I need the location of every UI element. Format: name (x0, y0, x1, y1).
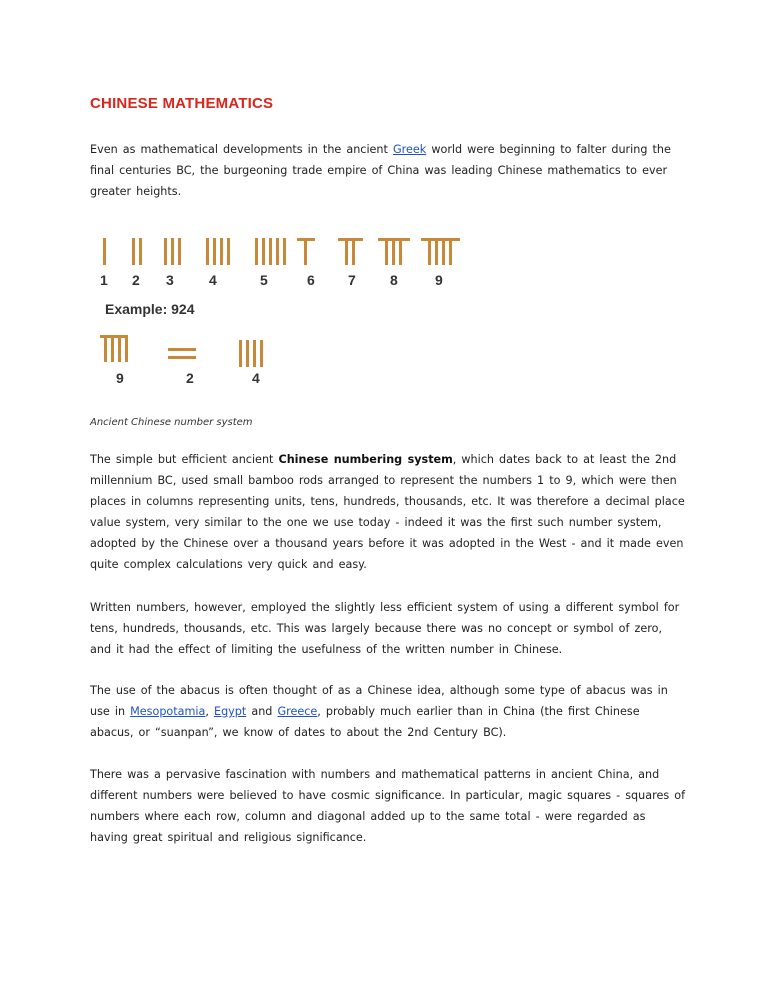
rod-stroke (206, 238, 209, 265)
rod-stroke (269, 238, 272, 265)
rod-stroke (168, 348, 196, 351)
rod-stroke (111, 335, 114, 362)
rod-stroke (104, 335, 107, 362)
p2-bold-term: Chinese numbering system (278, 453, 453, 466)
p2-text-before: The simple but efficient ancient (90, 453, 279, 466)
rod-stroke (435, 238, 438, 265)
rod-stroke (246, 340, 249, 367)
rod-stroke (262, 238, 265, 265)
rod-stroke (345, 238, 348, 265)
numeral-label-1: 1 (100, 272, 108, 288)
mesopotamia-link[interactable]: Mesopotamia (130, 705, 206, 718)
rod-stroke (253, 340, 256, 367)
rod-stroke (352, 238, 355, 265)
rod-stroke (178, 238, 181, 265)
rod-stroke (220, 238, 223, 265)
rod-stroke (103, 238, 106, 265)
rod-stroke (399, 238, 402, 265)
p4-sep-1: , (205, 705, 215, 718)
rod-stroke (276, 238, 279, 265)
rod-stroke (164, 238, 167, 265)
egypt-link[interactable]: Egypt (214, 705, 247, 718)
numeral-label-8: 8 (390, 272, 398, 288)
p2-text-after: , which dates back to at least the 2nd millennium BC, used small bamboo rods arranged to represent the numbers 1 to 9, which were then places in columns representing units, tens, hundreds, thousands, etc. It was therefore a decimal place value system, very similar to the one we use today - indeed it was the first such number system, adopted by the Chinese over a thousand years before it was adopted in the West - and it made even quite complex calculations very quick and easy. (90, 453, 685, 571)
numeral-label-9: 9 (435, 272, 443, 288)
p4-text-1: The use of the abacus is often thought of as a Chinese idea, although some type of abacus was in use in (90, 684, 668, 718)
numeral-label-3: 3 (166, 272, 174, 288)
rod-stroke (442, 238, 445, 265)
rod-stroke (168, 356, 196, 359)
intro-paragraph (90, 139, 686, 202)
example-digit-9: 9 (116, 370, 124, 386)
intro-text-after: world were beginning to falter during the final centuries BC, the burgeoning trade empire of China was leading Chinese mathematics to ever greater heights. (90, 143, 671, 198)
abacus-paragraph (90, 680, 686, 743)
rod-stroke (385, 238, 388, 265)
numeral-label-5: 5 (260, 272, 268, 288)
rod-stroke (171, 238, 174, 265)
page-title: CHINESE MATHEMATICS (90, 95, 274, 112)
example-label: Example: 924 (105, 301, 195, 317)
rod-numeral-figure (100, 228, 460, 393)
intro-text-before: Even as mathematical developments in the ancient (90, 143, 393, 156)
rod-stroke (125, 335, 128, 362)
rod-stroke (304, 238, 307, 265)
rod-stroke (118, 335, 121, 362)
rod-stroke (239, 340, 242, 367)
p4-sep-2: and (246, 705, 278, 718)
rod-stroke (227, 238, 230, 265)
numbering-system-paragraph (90, 449, 686, 575)
rod-stroke (260, 340, 263, 367)
rod-stroke (421, 238, 460, 241)
written-numbers-paragraph: Written numbers, however, employed the slightly less efficient system of using a different symbol for tens, hundreds, thousands, etc. This was largely because there was no concept or symbol of zero, and it had the effect of limiting the usefulness of the written number in Chinese. (90, 601, 680, 656)
example-digit-2: 2 (186, 370, 194, 386)
rod-stroke (132, 238, 135, 265)
numeral-label-4: 4 (209, 272, 217, 288)
rod-stroke (449, 238, 452, 265)
figure-caption: Ancient Chinese number system (90, 417, 253, 428)
numeral-label-7: 7 (348, 272, 356, 288)
rod-stroke (283, 238, 286, 265)
greek-link[interactable]: Greek (392, 143, 427, 156)
rod-stroke (213, 238, 216, 265)
rod-stroke (428, 238, 431, 265)
rod-stroke (139, 238, 142, 265)
greece-link[interactable]: Greece (277, 705, 318, 718)
rod-stroke (338, 238, 363, 241)
numeral-label-6: 6 (307, 272, 315, 288)
rod-stroke (392, 238, 395, 265)
rod-stroke (255, 238, 258, 265)
example-digit-4: 4 (252, 370, 260, 386)
p4-text-2: , probably much earlier than in China (the first Chinese abacus, or “suanpan”, we know of dates to about the 2nd Century BC). (90, 705, 640, 739)
magic-squares-paragraph: There was a pervasive fascination with numbers and mathematical patterns in ancient China, and different numbers were believed to have cosmic significance. In particular, magic squares - squares of numbers where each row, column and diagonal added up to the same total - were regarded as having great spiritual and religious significance. (90, 768, 686, 844)
numeral-label-2: 2 (132, 272, 140, 288)
